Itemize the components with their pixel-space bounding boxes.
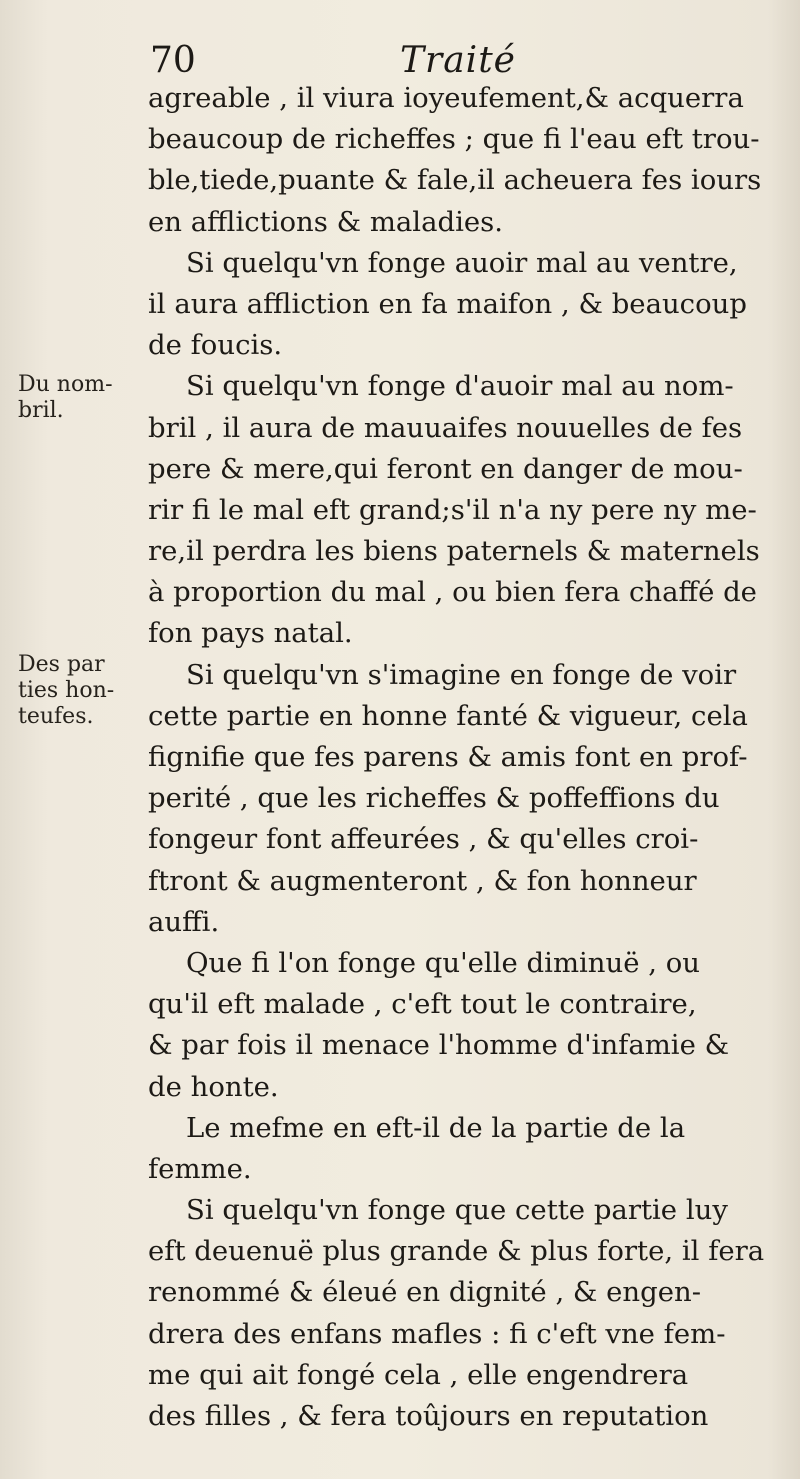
- text-line: re,il perdra les biens paternels & maternels: [148, 535, 760, 568]
- margin-note-line: ties hon-: [18, 678, 115, 703]
- text-line: fongeur font affeurées , & qu'elles croi-: [148, 823, 699, 856]
- text-line: qu'il eft malade , c'eft tout le contraire,: [148, 988, 697, 1021]
- text-line: perité , que les richeffes & poffeffions du: [148, 782, 720, 815]
- paragraph: [148, 1190, 788, 1437]
- text-line: Si quelqu'vn fonge que cette partie luy: [186, 1194, 728, 1227]
- text-line: à proportion du mal , ou bien fera chaffé de: [148, 576, 757, 609]
- text-line: auffi.: [148, 905, 220, 938]
- body-text: [148, 78, 788, 1437]
- margin-note-nombril: [18, 372, 113, 424]
- margin-note-line: teufes.: [18, 704, 94, 729]
- running-title: Traité: [400, 40, 516, 81]
- paragraph: [148, 943, 788, 1108]
- text-line: ftront & augmenteront , & fon honneur: [148, 864, 697, 897]
- text-line: Que fi l'on fonge qu'elle diminuë , ou: [186, 946, 701, 979]
- text-line: Le mefme en eft-il de la partie de la: [186, 1111, 686, 1144]
- text-line: il aura affliction en fa maifon , & beaucoup: [148, 287, 747, 320]
- paragraph: [148, 78, 788, 243]
- text-line: de foucis.: [148, 329, 283, 362]
- text-line: beaucoup de richeffes ; que fi l'eau eft trou-: [148, 123, 760, 156]
- text-line: ble,tiede,puante & fale,il acheuera fes iours: [148, 164, 762, 197]
- text-line: me qui ait fongé cela , elle engendrera: [148, 1358, 689, 1391]
- text-line: bril , il aura de mauuaifes nouuelles de fes: [148, 411, 743, 444]
- paragraph: [148, 655, 788, 943]
- text-line: de honte.: [148, 1070, 279, 1103]
- text-line: fon pays natal.: [148, 617, 353, 650]
- text-line: en afflictions & maladies.: [148, 205, 504, 238]
- text-line: Si quelqu'vn fonge d'auoir mal au nom-: [186, 370, 734, 403]
- text-line: Si quelqu'vn fonge auoir mal au ventre,: [186, 246, 738, 279]
- text-line: rir fi le mal eft grand;s'il n'a ny pere ny me-: [148, 493, 757, 526]
- text-line: femme.: [148, 1152, 252, 1185]
- text-line: renommé & éleué en dignité , & engen-: [148, 1276, 702, 1309]
- text-line: cette partie en honne fanté & vigueur, cela: [148, 699, 748, 732]
- margin-note-parties: [18, 652, 114, 730]
- margin-note-line: bril.: [18, 398, 64, 423]
- text-line: agreable , il viura ioyeufement,& acquerra: [148, 82, 744, 114]
- paragraph: [148, 1108, 788, 1190]
- paragraph: [148, 243, 788, 367]
- page-number: 70: [150, 40, 196, 81]
- paragraph: [148, 366, 788, 654]
- text-line: drera des enfans mafles : fi c'eft vne fem-: [148, 1317, 726, 1350]
- text-line: & par fois il menace l'homme d'infamie &: [148, 1029, 730, 1062]
- text-line: eft deuenuë plus grande & plus forte, il fera: [148, 1235, 765, 1268]
- margin-note-line: Des par: [18, 652, 105, 677]
- text-line: pere & mere,qui feront en danger de mou-: [148, 452, 743, 485]
- margin-note-line: Du nom-: [18, 372, 113, 397]
- text-line: Si quelqu'vn s'imagine en fonge de voir: [186, 658, 737, 691]
- text-line: fignifie que fes parens & amis font en prof-: [148, 741, 748, 773]
- text-line: des filles , & fera toûjours en reputation: [148, 1400, 709, 1432]
